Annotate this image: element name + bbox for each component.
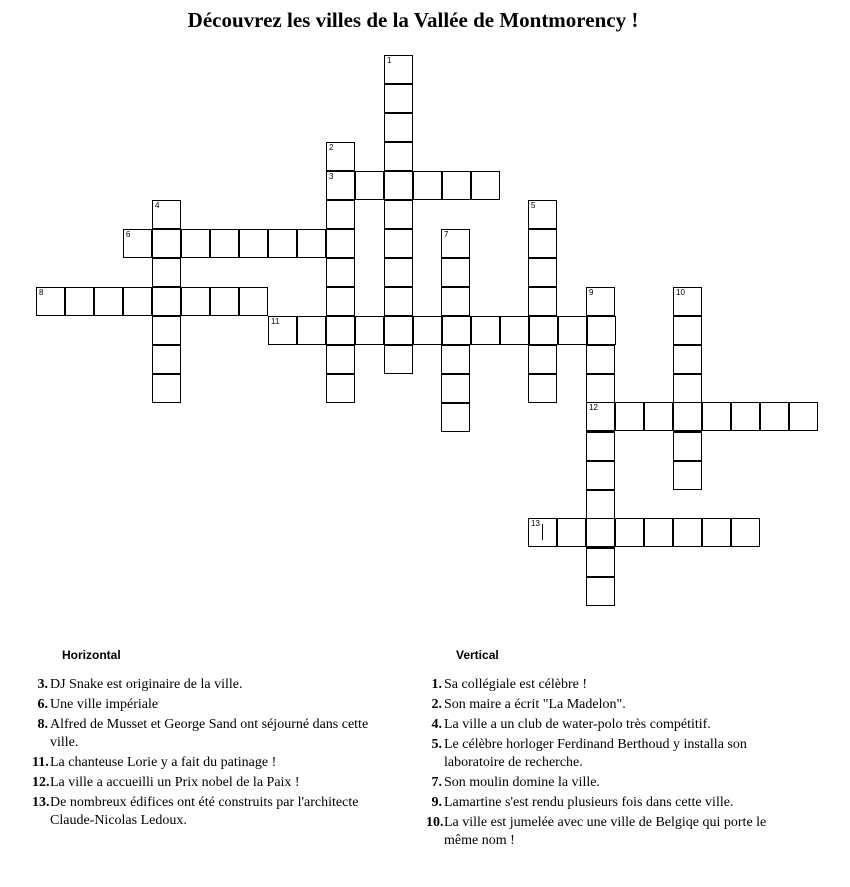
grid-cell[interactable] xyxy=(152,316,181,345)
grid-cell[interactable] xyxy=(152,287,181,316)
grid-cell[interactable] xyxy=(441,374,470,403)
cell-number: 4 xyxy=(155,201,160,210)
grid-cell[interactable] xyxy=(471,171,500,200)
clue-across-12: 12. La ville a accueilli un Prix nobel de la Paix ! xyxy=(32,775,300,790)
grid-cell[interactable] xyxy=(239,229,268,258)
grid-cell[interactable] xyxy=(384,113,413,142)
grid-cell[interactable] xyxy=(528,518,557,547)
page-title: Découvrez les villes de la Vallée de Montmorency ! xyxy=(187,8,639,32)
grid-cell[interactable] xyxy=(181,229,210,258)
grid-cell[interactable] xyxy=(413,171,442,200)
grid-cell[interactable] xyxy=(326,142,355,171)
grid-cell[interactable] xyxy=(586,345,615,374)
grid-cell[interactable] xyxy=(384,316,413,345)
cell-number: 3 xyxy=(329,172,334,181)
cell-number: 9 xyxy=(589,288,594,297)
grid-cell[interactable] xyxy=(528,287,557,316)
grid-cell[interactable] xyxy=(586,461,615,490)
cell-number: 5 xyxy=(531,201,536,210)
grid-cell[interactable] xyxy=(586,490,615,519)
clue-down-1: 1. Sa collégiale est célèbre ! xyxy=(431,677,588,692)
grid-cell[interactable] xyxy=(326,374,355,403)
grid-cell[interactable] xyxy=(441,287,470,316)
grid-cell[interactable] xyxy=(441,229,470,258)
grid-cell[interactable] xyxy=(644,402,673,431)
grid-cell[interactable] xyxy=(586,518,615,547)
grid-cell[interactable] xyxy=(615,518,644,547)
grid-cell[interactable] xyxy=(326,171,355,200)
grid-cell[interactable] xyxy=(384,171,413,200)
grid-cell[interactable] xyxy=(558,316,587,345)
grid-cell[interactable] xyxy=(36,287,65,316)
grid-cell[interactable] xyxy=(702,402,731,431)
vertical-clue-list xyxy=(426,676,786,852)
grid-cell[interactable] xyxy=(587,316,616,345)
grid-cell[interactable] xyxy=(384,55,413,84)
cell-number: 11 xyxy=(271,317,280,326)
grid-cell[interactable] xyxy=(673,461,702,490)
grid-cell[interactable] xyxy=(413,316,442,345)
clue-across-3: 3. DJ Snake est originaire de la ville. xyxy=(37,677,243,692)
vertical-heading: Vertical xyxy=(456,648,499,662)
grid-cell[interactable] xyxy=(65,287,94,316)
grid-cell[interactable] xyxy=(586,402,615,431)
grid-cell[interactable] xyxy=(528,200,557,229)
grid-cell[interactable] xyxy=(326,200,355,229)
grid-cell[interactable] xyxy=(152,258,181,287)
grid-cell[interactable] xyxy=(586,432,615,461)
clue-down-10: 10. La ville est jumelée avec une ville de Belgiqe qui porte le même nom ! xyxy=(426,815,767,848)
cell-number: 13 xyxy=(531,519,540,528)
grid-cell[interactable] xyxy=(528,229,557,258)
grid-cell[interactable] xyxy=(586,287,615,316)
grid-cell[interactable] xyxy=(326,287,355,316)
grid-cell[interactable] xyxy=(152,229,181,258)
grid-cell[interactable] xyxy=(644,518,673,547)
grid-cell[interactable] xyxy=(673,402,702,431)
grid-cell[interactable] xyxy=(210,287,239,316)
cell-number: 1 xyxy=(387,56,392,65)
grid-cell[interactable] xyxy=(673,518,702,547)
clue-across-11: 11. La chanteuse Lorie y a fait du patinage ! xyxy=(32,755,277,770)
grid-cell[interactable] xyxy=(471,316,500,345)
grid-cell[interactable] xyxy=(442,171,471,200)
grid-cell[interactable] xyxy=(789,402,818,431)
clue-down-5: 5. Le célèbre horloger Ferdinand Berthoud y installa son laboratoire de recherche. xyxy=(431,737,747,770)
grid-cell[interactable] xyxy=(123,229,152,258)
grid-cell[interactable] xyxy=(181,287,210,316)
text-cursor xyxy=(542,524,543,540)
clue-down-7: 7. Son moulin domine la ville. xyxy=(431,775,600,790)
cell-number: 12 xyxy=(589,403,598,412)
grid-cell[interactable] xyxy=(268,316,297,345)
grid-cell[interactable] xyxy=(529,316,558,345)
grid-cell[interactable] xyxy=(152,345,181,374)
grid-cell[interactable] xyxy=(673,287,702,316)
grid-cell[interactable] xyxy=(441,258,470,287)
grid-cell[interactable] xyxy=(210,229,239,258)
grid-cell[interactable] xyxy=(384,142,413,171)
clue-across-6: 6. Une ville impériale xyxy=(37,697,159,712)
grid-cell[interactable] xyxy=(384,258,413,287)
grid-cell[interactable] xyxy=(384,229,413,258)
grid-cell[interactable] xyxy=(94,287,123,316)
clue-down-4: 4. La ville a un club de water-polo très compétitif. xyxy=(431,717,711,732)
grid-cell[interactable] xyxy=(326,258,355,287)
grid-cell[interactable] xyxy=(702,518,731,547)
grid-cell[interactable] xyxy=(442,316,471,345)
cell-number: 6 xyxy=(126,230,131,239)
clue-across-13: 13. De nombreux édifices ont été construits par l'architecte Claude-Nicolas Ledoux. xyxy=(32,795,359,828)
grid-cell[interactable] xyxy=(268,229,297,258)
grid-cell[interactable] xyxy=(673,345,702,374)
grid-cell[interactable] xyxy=(441,345,470,374)
grid-cell[interactable] xyxy=(239,287,268,316)
grid-cell[interactable] xyxy=(673,432,702,461)
grid-cell[interactable] xyxy=(152,374,181,403)
grid-cell[interactable] xyxy=(326,345,355,374)
grid-cell[interactable] xyxy=(297,316,326,345)
grid-cell[interactable] xyxy=(586,548,615,577)
grid-cell[interactable] xyxy=(586,374,615,403)
grid-cell[interactable] xyxy=(326,316,355,345)
grid-cell[interactable] xyxy=(528,345,557,374)
grid-cell[interactable] xyxy=(123,287,152,316)
grid-cell[interactable] xyxy=(528,258,557,287)
grid-cell[interactable] xyxy=(384,84,413,113)
clue-across-8: 8. Alfred de Musset et George Sand ont séjourné dans cette ville. xyxy=(37,717,369,750)
cell-number: 2 xyxy=(329,143,334,152)
cell-number: 8 xyxy=(39,288,44,297)
grid-cell[interactable] xyxy=(384,345,413,374)
grid-cell[interactable] xyxy=(760,402,789,431)
grid-cell[interactable] xyxy=(500,316,529,345)
grid-cell[interactable] xyxy=(673,316,702,345)
grid-cell[interactable] xyxy=(557,518,586,547)
grid-cell[interactable] xyxy=(326,229,355,258)
grid-cell[interactable] xyxy=(384,287,413,316)
grid-cell[interactable] xyxy=(528,374,557,403)
clue-down-2: 2. Son maire a écrit "La Madelon". xyxy=(431,697,626,712)
grid-cell[interactable] xyxy=(731,402,760,431)
grid-cell[interactable] xyxy=(384,200,413,229)
grid-cell[interactable] xyxy=(355,316,384,345)
clue-down-9: 9. Lamartine s'est rendu plusieurs fois dans cette ville. xyxy=(431,795,734,810)
grid-cell[interactable] xyxy=(586,577,615,606)
grid-cell[interactable] xyxy=(297,229,326,258)
horizontal-heading: Horizontal xyxy=(62,648,121,662)
grid-cell[interactable] xyxy=(731,518,760,547)
cell-number: 7 xyxy=(444,230,449,239)
cell-number: 10 xyxy=(676,288,685,297)
grid-cell[interactable] xyxy=(673,374,702,403)
grid-cell[interactable] xyxy=(441,403,470,432)
grid-cell[interactable] xyxy=(615,402,644,431)
horizontal-clue-list xyxy=(32,676,392,832)
grid-cell[interactable] xyxy=(355,171,384,200)
grid-cell[interactable] xyxy=(152,200,181,229)
